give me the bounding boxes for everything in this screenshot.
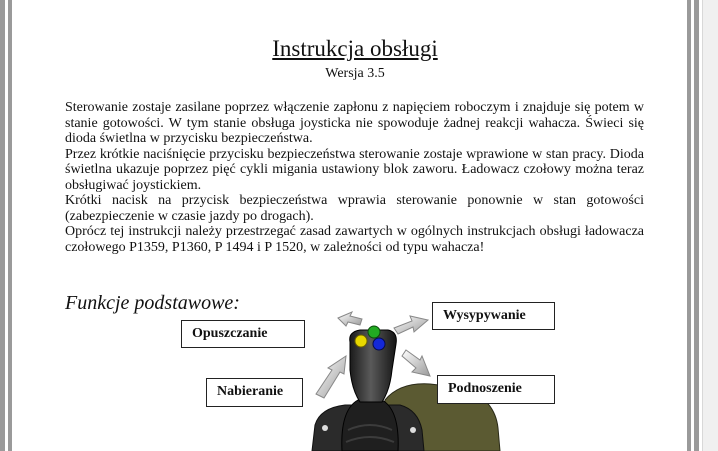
paragraph: Oprócz tej instrukcji należy przestrzegać zasad zawartych w ogólnych instrukcjach obsługi ładowacza czołowego P1359, P1360, P 1494 i P 1520, w zależności od typu wahacza! — [65, 224, 644, 255]
paragraph: Przez krótkie naciśnięcie przycisku bezpieczeństwa sterowanie zostaje wprawione w stan pracy. Dioda świetlna ukazuje poprzez pięć cykli migania ustawiony blok zaworu. Ładowacz czołowy można teraz obsługiwać joystickiem. — [65, 146, 644, 193]
paragraph: Krótki nacisk na przycisk bezpieczeństwa wprawia sterowanie ponownie w stan gotowości (zabezpieczenie w czasie jazdy po drogach). — [65, 193, 644, 224]
section-heading: Funkcje podstawowe: — [65, 292, 240, 314]
paragraph: Sterowanie zostaje zasilane poprzez włączenie zapłonu z napięciem roboczym i znajduje się potem w stanie gotowości. W tym stanie obsługa joysticka nie spowoduje żadnej reakcji wahacza. Świeci się dioda świetlna w przycisku bezpieczeństwa. — [65, 100, 644, 146]
instructions-body — [65, 100, 644, 255]
label-lowering: Opuszczanie — [181, 320, 305, 348]
blue-button[interactable] — [373, 338, 385, 350]
document-title: Instrukcja obsługi — [272, 36, 438, 61]
housing-screw — [410, 427, 416, 433]
label-raising: Podnoszenie — [437, 375, 555, 404]
label-dumping: Wysypywanie — [432, 302, 555, 330]
arrow-raise-icon — [402, 350, 430, 376]
yellow-button[interactable] — [355, 335, 367, 347]
arrow-curl-icon — [316, 356, 346, 398]
green-button[interactable] — [368, 326, 380, 338]
arrow-lower-icon — [338, 312, 362, 326]
arrow-dump-icon — [394, 316, 428, 334]
label-curling: Nabieranie — [206, 378, 303, 407]
document-version: Wersja 3.5 — [325, 66, 385, 81]
housing-screw — [322, 425, 328, 431]
